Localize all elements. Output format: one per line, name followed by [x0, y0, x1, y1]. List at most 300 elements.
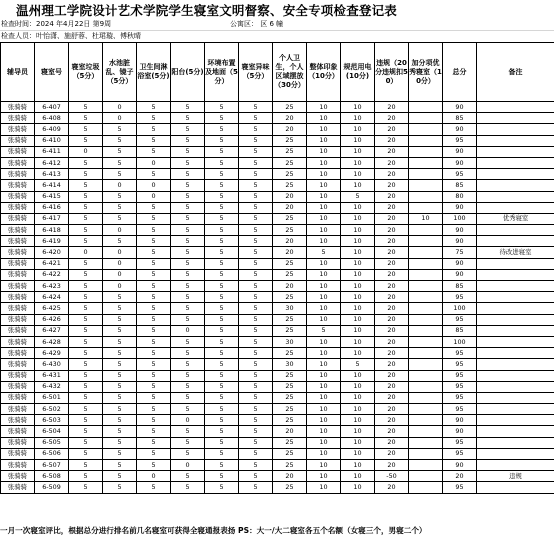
table-cell: 25	[273, 448, 307, 459]
table-cell: 5	[69, 281, 103, 292]
table-cell: 85	[443, 180, 477, 191]
table-cell: 20	[375, 325, 409, 336]
table-cell: 5	[137, 381, 171, 392]
table-cell: 5	[239, 180, 273, 191]
table-cell: 20	[375, 292, 409, 303]
table-cell: 5	[205, 169, 239, 180]
table-cell: 5	[239, 113, 273, 124]
table-cell: 5	[137, 448, 171, 459]
table-cell: 5	[69, 426, 103, 437]
table-cell: 90	[443, 258, 477, 269]
table-cell: 6-505	[35, 437, 69, 448]
table-cell: 5	[171, 392, 205, 403]
table-cell: 20	[375, 415, 409, 426]
table-cell: 10	[307, 146, 341, 157]
table-cell: 5	[103, 135, 137, 146]
table-cell: 5	[239, 404, 273, 415]
table-cell: 5	[205, 426, 239, 437]
table-cell: 待改进寝室	[477, 247, 554, 258]
table-row	[1, 437, 554, 448]
table-cell: 25	[273, 460, 307, 471]
table-cell	[409, 314, 443, 325]
table-cell: 张骑骑	[1, 113, 35, 124]
table-cell: 5	[341, 359, 375, 370]
table-cell: 10	[409, 213, 443, 224]
table-cell: 张骑骑	[1, 102, 35, 113]
table-cell: 10	[307, 370, 341, 381]
table-cell: 5	[137, 370, 171, 381]
table-cell: 10	[341, 426, 375, 437]
table-cell: 5	[103, 124, 137, 135]
table-cell: 5	[239, 314, 273, 325]
table-cell: 0	[171, 460, 205, 471]
table-cell: 张骑骑	[1, 180, 35, 191]
table-cell: 5	[69, 292, 103, 303]
table-cell: 0	[103, 281, 137, 292]
table-cell: 20	[375, 348, 409, 359]
table-cell: 张骑骑	[1, 348, 35, 359]
table-row	[1, 482, 554, 493]
table-cell: 20	[273, 113, 307, 124]
table-cell: 20	[375, 113, 409, 124]
table-cell: 95	[443, 135, 477, 146]
table-cell: 5	[69, 269, 103, 280]
table-cell: 5	[137, 135, 171, 146]
table-cell: 6-409	[35, 124, 69, 135]
table-cell: 5	[137, 292, 171, 303]
table-cell: 5	[103, 292, 137, 303]
table-cell: 20	[375, 392, 409, 403]
table-cell	[409, 191, 443, 202]
table-cell: 90	[443, 225, 477, 236]
table-cell: 10	[341, 303, 375, 314]
table-cell: 5	[205, 336, 239, 347]
table-cell: 5	[69, 381, 103, 392]
table-cell: 20	[375, 191, 409, 202]
table-cell: 5	[103, 314, 137, 325]
table-cell	[409, 325, 443, 336]
table-cell: 5	[239, 191, 273, 202]
table-cell	[477, 359, 554, 370]
table-cell: 5	[205, 482, 239, 493]
table-cell: 25	[273, 348, 307, 359]
table-cell: 25	[273, 269, 307, 280]
table-cell	[409, 292, 443, 303]
table-cell: 25	[273, 258, 307, 269]
table-cell: 5	[171, 247, 205, 258]
table-cell: 5	[103, 191, 137, 202]
table-cell: 5	[103, 404, 137, 415]
table-cell: 5	[69, 169, 103, 180]
table-cell: 90	[443, 460, 477, 471]
table-cell: 张骑骑	[1, 381, 35, 392]
table-cell: 0	[137, 191, 171, 202]
table-cell: 5	[171, 381, 205, 392]
table-cell: 20	[273, 124, 307, 135]
table-cell: 5	[103, 157, 137, 168]
table-cell: 6-426	[35, 314, 69, 325]
inspectors: 检查人员：叶怡潇、施舒蓉、杜珺璇、傅秋晴	[1, 32, 141, 40]
table-cell	[409, 146, 443, 157]
table-cell: 10	[307, 157, 341, 168]
table-cell: 5	[205, 113, 239, 124]
table-cell: 5	[205, 348, 239, 359]
table-cell	[409, 336, 443, 347]
table-cell: 6-410	[35, 135, 69, 146]
table-cell: 5	[137, 392, 171, 403]
table-cell	[477, 415, 554, 426]
table-cell: 5	[171, 359, 205, 370]
table-cell: 5	[69, 213, 103, 224]
table-cell: 95	[443, 314, 477, 325]
table-cell: 5	[205, 135, 239, 146]
table-cell: 90	[443, 202, 477, 213]
table-cell: 10	[341, 336, 375, 347]
table-cell: 5	[239, 135, 273, 146]
table-cell	[477, 157, 554, 168]
table-cell: 5	[171, 135, 205, 146]
table-cell	[409, 437, 443, 448]
table-cell: 10	[307, 225, 341, 236]
table-cell: 5	[137, 415, 171, 426]
table-row	[1, 303, 554, 314]
table-cell: 10	[307, 303, 341, 314]
table-cell: 5	[239, 258, 273, 269]
table-cell: 20	[273, 281, 307, 292]
table-cell	[477, 169, 554, 180]
table-cell: 5	[239, 325, 273, 336]
table-cell	[477, 113, 554, 124]
table-cell: 25	[273, 404, 307, 415]
apartment-area: 公寓区： 区 6 幢	[230, 20, 284, 28]
column-header: 个人卫生，个人区域摆放（30分）	[273, 43, 307, 102]
table-cell: 20	[375, 448, 409, 459]
table-cell: 5	[69, 460, 103, 471]
table-row	[1, 404, 554, 415]
table-cell: 25	[273, 482, 307, 493]
table-cell: 10	[341, 471, 375, 482]
table-cell: 0	[103, 258, 137, 269]
table-cell: 5	[205, 180, 239, 191]
table-cell: 10	[307, 236, 341, 247]
table-cell: 95	[443, 292, 477, 303]
table-cell: 10	[341, 225, 375, 236]
table-cell	[477, 102, 554, 113]
table-cell: 85	[443, 281, 477, 292]
table-cell: 5	[205, 392, 239, 403]
table-cell: 6-428	[35, 336, 69, 347]
table-cell: 5	[137, 348, 171, 359]
table-cell: 5	[205, 247, 239, 258]
table-cell	[409, 225, 443, 236]
table-cell: 10	[307, 392, 341, 403]
table-cell: 10	[307, 191, 341, 202]
table-cell: 10	[341, 482, 375, 493]
table-cell	[409, 404, 443, 415]
table-cell	[409, 426, 443, 437]
table-cell: 95	[443, 392, 477, 403]
table-row	[1, 392, 554, 403]
table-cell: 5	[137, 426, 171, 437]
table-cell: 5	[137, 146, 171, 157]
table-cell: 6-432	[35, 381, 69, 392]
column-header: 水池脏乱、镜子（5分）	[103, 43, 137, 102]
table-cell: 10	[307, 169, 341, 180]
table-cell: 5	[69, 202, 103, 213]
table-cell: 20	[375, 225, 409, 236]
table-cell: 6-507	[35, 460, 69, 471]
table-cell: 5	[205, 102, 239, 113]
table-cell: 5	[239, 336, 273, 347]
table-cell: 5	[239, 437, 273, 448]
table-cell	[477, 325, 554, 336]
table-cell: 5	[205, 359, 239, 370]
table-cell: 10	[341, 247, 375, 258]
table-cell: 张骑骑	[1, 415, 35, 426]
table-cell	[409, 281, 443, 292]
table-cell: 10	[307, 448, 341, 459]
table-cell: 5	[69, 415, 103, 426]
table-cell: 25	[273, 213, 307, 224]
table-cell	[409, 157, 443, 168]
table-cell: 100	[443, 336, 477, 347]
table-cell: 100	[443, 213, 477, 224]
table-cell: 5	[69, 303, 103, 314]
table-cell: 25	[273, 157, 307, 168]
table-cell: 5	[171, 102, 205, 113]
table-cell: 10	[341, 113, 375, 124]
table-cell: 5	[239, 292, 273, 303]
table-cell: 20	[375, 213, 409, 224]
table-cell: 20	[375, 437, 409, 448]
table-cell: 25	[273, 415, 307, 426]
table-cell: 85	[443, 113, 477, 124]
table-cell: 5	[137, 437, 171, 448]
table-cell: 20	[375, 303, 409, 314]
table-row	[1, 236, 554, 247]
table-row	[1, 314, 554, 325]
column-header: 环境布置及地面（5分）	[205, 43, 239, 102]
table-cell: 10	[307, 314, 341, 325]
table-cell: 10	[341, 392, 375, 403]
table-cell: 5	[137, 336, 171, 347]
table-cell: 5	[137, 113, 171, 124]
table-cell: 0	[103, 225, 137, 236]
table-cell	[409, 448, 443, 459]
table-cell: 30	[273, 336, 307, 347]
table-cell	[477, 146, 554, 157]
table-cell: 张骑骑	[1, 269, 35, 280]
table-cell: 20	[375, 157, 409, 168]
table-cell	[409, 392, 443, 403]
table-cell: 20	[375, 124, 409, 135]
table-cell: 张骑骑	[1, 225, 35, 236]
table-cell: 5	[205, 202, 239, 213]
table-cell: 5	[205, 146, 239, 157]
table-row	[1, 415, 554, 426]
table-cell: 10	[307, 135, 341, 146]
table-cell: 10	[307, 348, 341, 359]
table-cell: 5	[103, 415, 137, 426]
table-row	[1, 213, 554, 224]
table-cell: 20	[375, 336, 409, 347]
table-cell: 10	[341, 169, 375, 180]
table-cell: 5	[171, 113, 205, 124]
table-cell: 6-509	[35, 482, 69, 493]
table-cell: 5	[239, 415, 273, 426]
table-cell: 5	[205, 448, 239, 459]
table-cell: 5	[103, 482, 137, 493]
table-cell: 20	[375, 404, 409, 415]
table-cell: 5	[103, 426, 137, 437]
table-cell: 5	[137, 404, 171, 415]
table-cell: 5	[69, 336, 103, 347]
table-cell: 5	[137, 325, 171, 336]
table-cell: 20	[375, 381, 409, 392]
table-cell: 20	[375, 202, 409, 213]
table-cell: 20	[375, 236, 409, 247]
table-cell: 5	[205, 303, 239, 314]
table-cell: 张骑骑	[1, 426, 35, 437]
table-cell: 10	[341, 269, 375, 280]
table-cell: 优秀寝室	[477, 213, 554, 224]
table-cell: 10	[307, 124, 341, 135]
table-cell: 5	[103, 392, 137, 403]
table-cell: 10	[341, 102, 375, 113]
table-cell: 5	[239, 269, 273, 280]
table-cell: 95	[443, 448, 477, 459]
table-cell	[477, 448, 554, 459]
table-cell	[477, 135, 554, 146]
table-cell	[409, 471, 443, 482]
table-cell: 30	[273, 359, 307, 370]
table-cell: 10	[341, 348, 375, 359]
table-cell: 5	[239, 471, 273, 482]
table-row	[1, 202, 554, 213]
table-cell: 5	[69, 448, 103, 459]
table-cell: 张骑骑	[1, 448, 35, 459]
inspection-date: 检查时间：2024 年4月22日 第9周	[1, 20, 112, 28]
table-header-row	[1, 43, 554, 102]
table-cell	[477, 381, 554, 392]
table-cell: 20	[375, 359, 409, 370]
column-header: 备注	[477, 43, 554, 102]
table-row	[1, 157, 554, 168]
table-cell: 25	[273, 314, 307, 325]
table-cell: 6-421	[35, 258, 69, 269]
table-cell: 张骑骑	[1, 169, 35, 180]
table-cell: 95	[443, 404, 477, 415]
table-cell: 5	[239, 381, 273, 392]
table-cell: 10	[307, 202, 341, 213]
table-cell	[477, 303, 554, 314]
table-cell: 0	[103, 102, 137, 113]
table-cell: 20	[375, 370, 409, 381]
table-cell: 6-418	[35, 225, 69, 236]
table-cell	[409, 460, 443, 471]
table-cell: 5	[69, 180, 103, 191]
table-cell: 5	[69, 258, 103, 269]
table-cell: 5	[171, 292, 205, 303]
table-cell: 6-412	[35, 157, 69, 168]
table-cell: 5	[103, 236, 137, 247]
table-cell: 张骑骑	[1, 202, 35, 213]
table-cell: 10	[341, 281, 375, 292]
table-cell: 5	[171, 213, 205, 224]
table-cell: 5	[239, 102, 273, 113]
table-cell: 25	[273, 135, 307, 146]
table-cell: 10	[307, 258, 341, 269]
table-cell	[409, 348, 443, 359]
table-cell: 张骑骑	[1, 460, 35, 471]
table-row	[1, 247, 554, 258]
table-cell	[409, 102, 443, 113]
table-cell: 5	[103, 370, 137, 381]
table-cell: 6-422	[35, 269, 69, 280]
table-cell: 5	[239, 225, 273, 236]
table-cell: 20	[375, 426, 409, 437]
table-cell: 5	[239, 169, 273, 180]
table-cell: 5	[171, 482, 205, 493]
table-cell: 10	[341, 437, 375, 448]
table-cell: 5	[239, 202, 273, 213]
table-cell: 5	[171, 191, 205, 202]
table-cell: 5	[137, 482, 171, 493]
table-cell: 5	[171, 314, 205, 325]
table-cell: 0	[137, 157, 171, 168]
table-cell: 85	[443, 325, 477, 336]
table-cell: 10	[307, 426, 341, 437]
table-cell: 5	[205, 191, 239, 202]
table-cell: 95	[443, 482, 477, 493]
table-cell: 5	[137, 314, 171, 325]
table-cell: 10	[307, 336, 341, 347]
table-cell: 6-429	[35, 348, 69, 359]
table-cell: 10	[341, 325, 375, 336]
table-cell: 10	[307, 471, 341, 482]
table-cell: 张骑骑	[1, 471, 35, 482]
table-cell: 5	[171, 258, 205, 269]
table-cell: 5	[137, 225, 171, 236]
table-row	[1, 471, 554, 482]
table-cell: 6-423	[35, 281, 69, 292]
footer-note: 一月一次寝室评比，根据总分进行排名前几名寝室可获得全寝通报表扬 PS：大一/大二寝室各五个名额（女寝三个，男寝二个）	[0, 526, 427, 535]
table-cell: 张骑骑	[1, 247, 35, 258]
table-cell: 6-420	[35, 247, 69, 258]
table-cell	[477, 191, 554, 202]
table-cell	[477, 426, 554, 437]
table-cell: 张骑骑	[1, 213, 35, 224]
table-cell	[477, 336, 554, 347]
column-header: 寝室异味（5分）	[239, 43, 273, 102]
column-header: 辅导员	[1, 43, 35, 102]
table-cell: 5	[171, 146, 205, 157]
table-cell: 5	[171, 236, 205, 247]
table-cell: 5	[137, 102, 171, 113]
table-cell: 10	[307, 180, 341, 191]
table-cell: 5	[239, 426, 273, 437]
table-cell: 20	[375, 146, 409, 157]
table-cell: 20	[375, 169, 409, 180]
table-cell: 6-503	[35, 415, 69, 426]
table-cell: 5	[239, 213, 273, 224]
table-cell: 张骑骑	[1, 404, 35, 415]
table-cell: 5	[341, 191, 375, 202]
table-cell: 张骑骑	[1, 146, 35, 157]
table-cell: 20	[273, 471, 307, 482]
table-cell: 5	[103, 448, 137, 459]
table-cell: 20	[375, 281, 409, 292]
